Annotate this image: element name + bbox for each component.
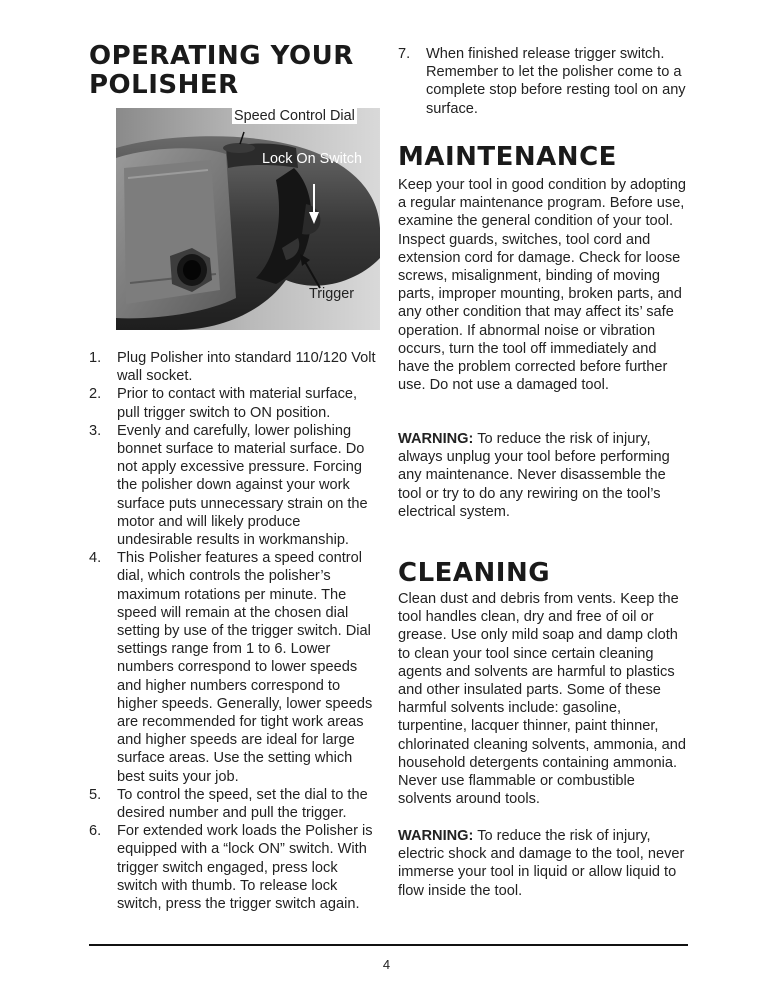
warning-label: WARNING:: [398, 828, 474, 844]
operating-title: [89, 42, 354, 100]
step-item: 4. This Polisher features a speed control dial, which controls the polisher’s maximum rotations per minute. The speed will remain at the chosen dial setting by use of the trigger switch. Dial settings range from 1 to 6. Lower numbers correspond to lower speeds and higher numbers correspond to higher speeds. Generally, lower speeds are recommended for tight work areas and higher speeds are ideal for large surface areas. Use the setting which best suits your job.: [89, 550, 373, 785]
warning-label: WARNING:: [398, 431, 474, 447]
operating-steps-right: [398, 45, 690, 118]
polisher-photo: [116, 108, 380, 330]
maintenance-warning: [398, 430, 690, 521]
step-item: 2. Prior to contact with material surface, pull trigger switch to ON position.: [89, 386, 358, 421]
step-item: 7. When finished release trigger switch. Remember to let the polisher come to a complete stop before resting tool on any surface.: [398, 46, 686, 117]
callout-trigger: Trigger: [309, 286, 355, 302]
warning-text: To reduce the risk of injury, electric shock and damage to the tool, never immerse your tool in liquid or allow liquid to flow inside the tool.: [398, 828, 685, 899]
step-item: 6. For extended work loads the Polisher is equipped with a “lock ON” switch. With trigger switch engaged, press lock switch with thumb. To release lock switch, press the trigger switch again.: [89, 823, 373, 913]
callout-lock-on: Lock On Switch: [262, 151, 362, 167]
operating-title-line1: OPERATING YOUR: [89, 41, 354, 71]
operating-title-line2: POLISHER: [89, 70, 239, 100]
footer-divider: [89, 944, 688, 946]
step-item: 3. Evenly and carefully, lower polishing bonnet surface to material surface. Do not apply excessive pressure. Forcing the polisher down against your work surface puts unnecessary strain on the motor and will likely produce undesirable results in workmanship.: [89, 422, 368, 549]
cleaning-warning: [398, 827, 690, 900]
operating-steps-left: [89, 349, 379, 913]
page-number: 4: [382, 957, 391, 972]
warning-text: To reduce the risk of injury, always unplug your tool before performing any maintenance. Never disassemble the tool or try to do any rewiring on the tool’s electrical system.: [398, 431, 670, 520]
maintenance-title: MAINTENANCE: [398, 142, 617, 172]
cleaning-body: Clean dust and debris from vents. Keep the tool handles clean, dry and free of oil or grease. Use only mild soap and damp cloth to clean your tool since certain cleaning agents and solvents are harmful to plastics and other insulated parts. Some of these harmful solvents include: gasoline, turpentine, lacquer thinner, paint thinner, chlorinated cleaning solvents, ammonia, and household detergents containing ammonia. Never use flammable or combustible solvents around tools.: [398, 591, 686, 808]
cleaning-title: CLEANING: [398, 558, 551, 588]
step-item: 5. To control the speed, set the dial to the desired number and pull the trigger.: [89, 786, 368, 822]
maintenance-body: Keep your tool in good condition by adopting a regular maintenance program. Before use, examine the general condition of your tool. Inspect guards, switches, tool cord and extension cord for damage. Check for loose screws, misalignment, binding of moving parts, improper mounting, broken parts, and any other condition that may affect its’ safe operation. If abnormal noise or vibration occurs, turn the tool off immediately and have the problem corrected before further use. Do not use a damaged tool.: [398, 177, 687, 394]
step-item: 1. Plug Polisher into standard 110/120 Volt wall socket.: [89, 350, 376, 385]
callout-speed-dial: Speed Control Dial: [234, 108, 355, 124]
